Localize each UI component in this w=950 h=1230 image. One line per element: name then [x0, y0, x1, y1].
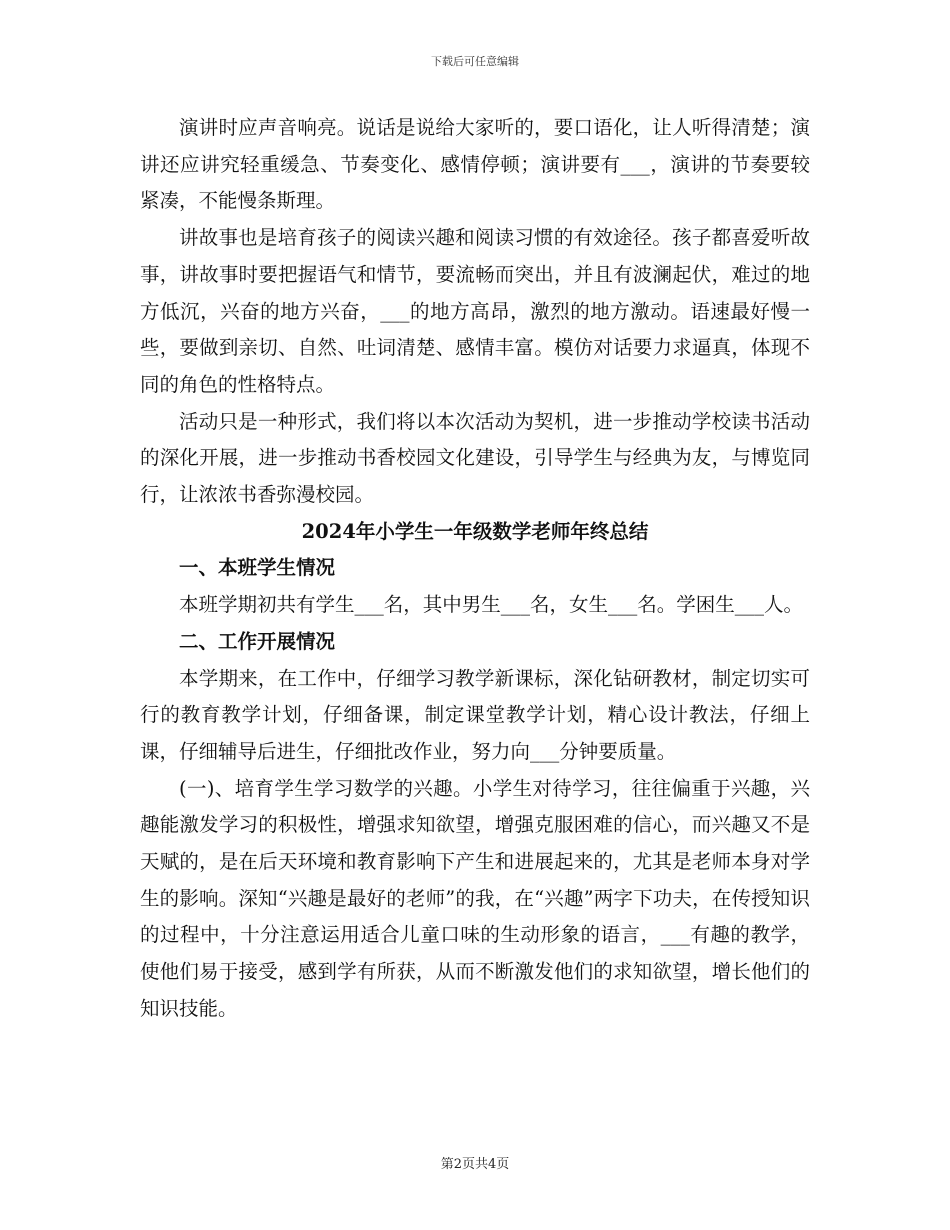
page-header: 下载后可任意编辑: [431, 55, 519, 68]
paragraph-speech-delivery: 演讲时应声音响亮。说话是说给大家听的，要口语化，让人听得清楚；演讲还应讲究轻重缓急、节奏变化、感情停顿；演讲要有___，演讲的节奏要较紧凑，不能慢条斯理。: [140, 116, 810, 213]
page-footer: 第2页共4页: [440, 1157, 510, 1172]
paragraph-storytelling: 讲故事也是培育孩子的阅读兴趣和阅读习惯的有效途径。孩子都喜爱听故事，讲故事时要把握语气和情节，要流畅而突出，并且有波澜起伏，难过的地方低沉，兴奋的地方兴奋，___的地方高昂，激烈的地方激动。语速最好慢一些，要做到亲切、自然、吐词清楚、感情丰富。模仿对话要力求逼真，体现不同的角色的性格特点。: [140, 226, 810, 396]
paragraph-interest-cultivation: (一)、培育学生学习数学的兴趣。小学生对待学习，往往偏重于兴趣，兴趣能激发学习的积极性，增强求知欲望，增强克服困难的信心，而兴趣又不是天赋的，是在后天环境和教育影响下产生和进展起来的，尤其是老师本身对学生的影响。深知“兴趣是最好的老师”的我，在“兴趣”两字下功夫，在传授知识的过程中，十分注意运用适合儿童口味的生动形象的语言，___有趣的教学，使他们易于接受，感到学有所获，从而不断激发他们的求知欲望，增长他们的知识技能。: [140, 776, 810, 1020]
section-heading-work-progress: 二、工作开展情况: [179, 629, 336, 653]
paragraph-class-info: 本班学期初共有学生___名，其中男生___名，女生___名。学困生___人。: [179, 593, 804, 617]
document-title: 2024年小学生一年级数学老师年终总结: [301, 519, 649, 543]
paragraph-work-progress: 本学期来，在工作中，仔细学习教学新课标，深化钻研教材，制定切实可行的教育教学计划，仔细备课，制定课堂教学计划，精心设计教法，仔细上课，仔细辅导后进生，仔细批改作业，努力向___分钟要质量。: [140, 666, 810, 763]
document-body: [140, 110, 810, 1028]
paragraph-activity-summary: 活动只是一种形式，我们将以本次活动为契机，进一步推动学校读书活动的深化开展，进一步推动书香校园文化建设，引导学生与经典为友，与博览同行，让浓浓书香弥漫校园。: [140, 409, 810, 507]
section-heading-class-info: 一、本班学生情况: [179, 556, 336, 580]
